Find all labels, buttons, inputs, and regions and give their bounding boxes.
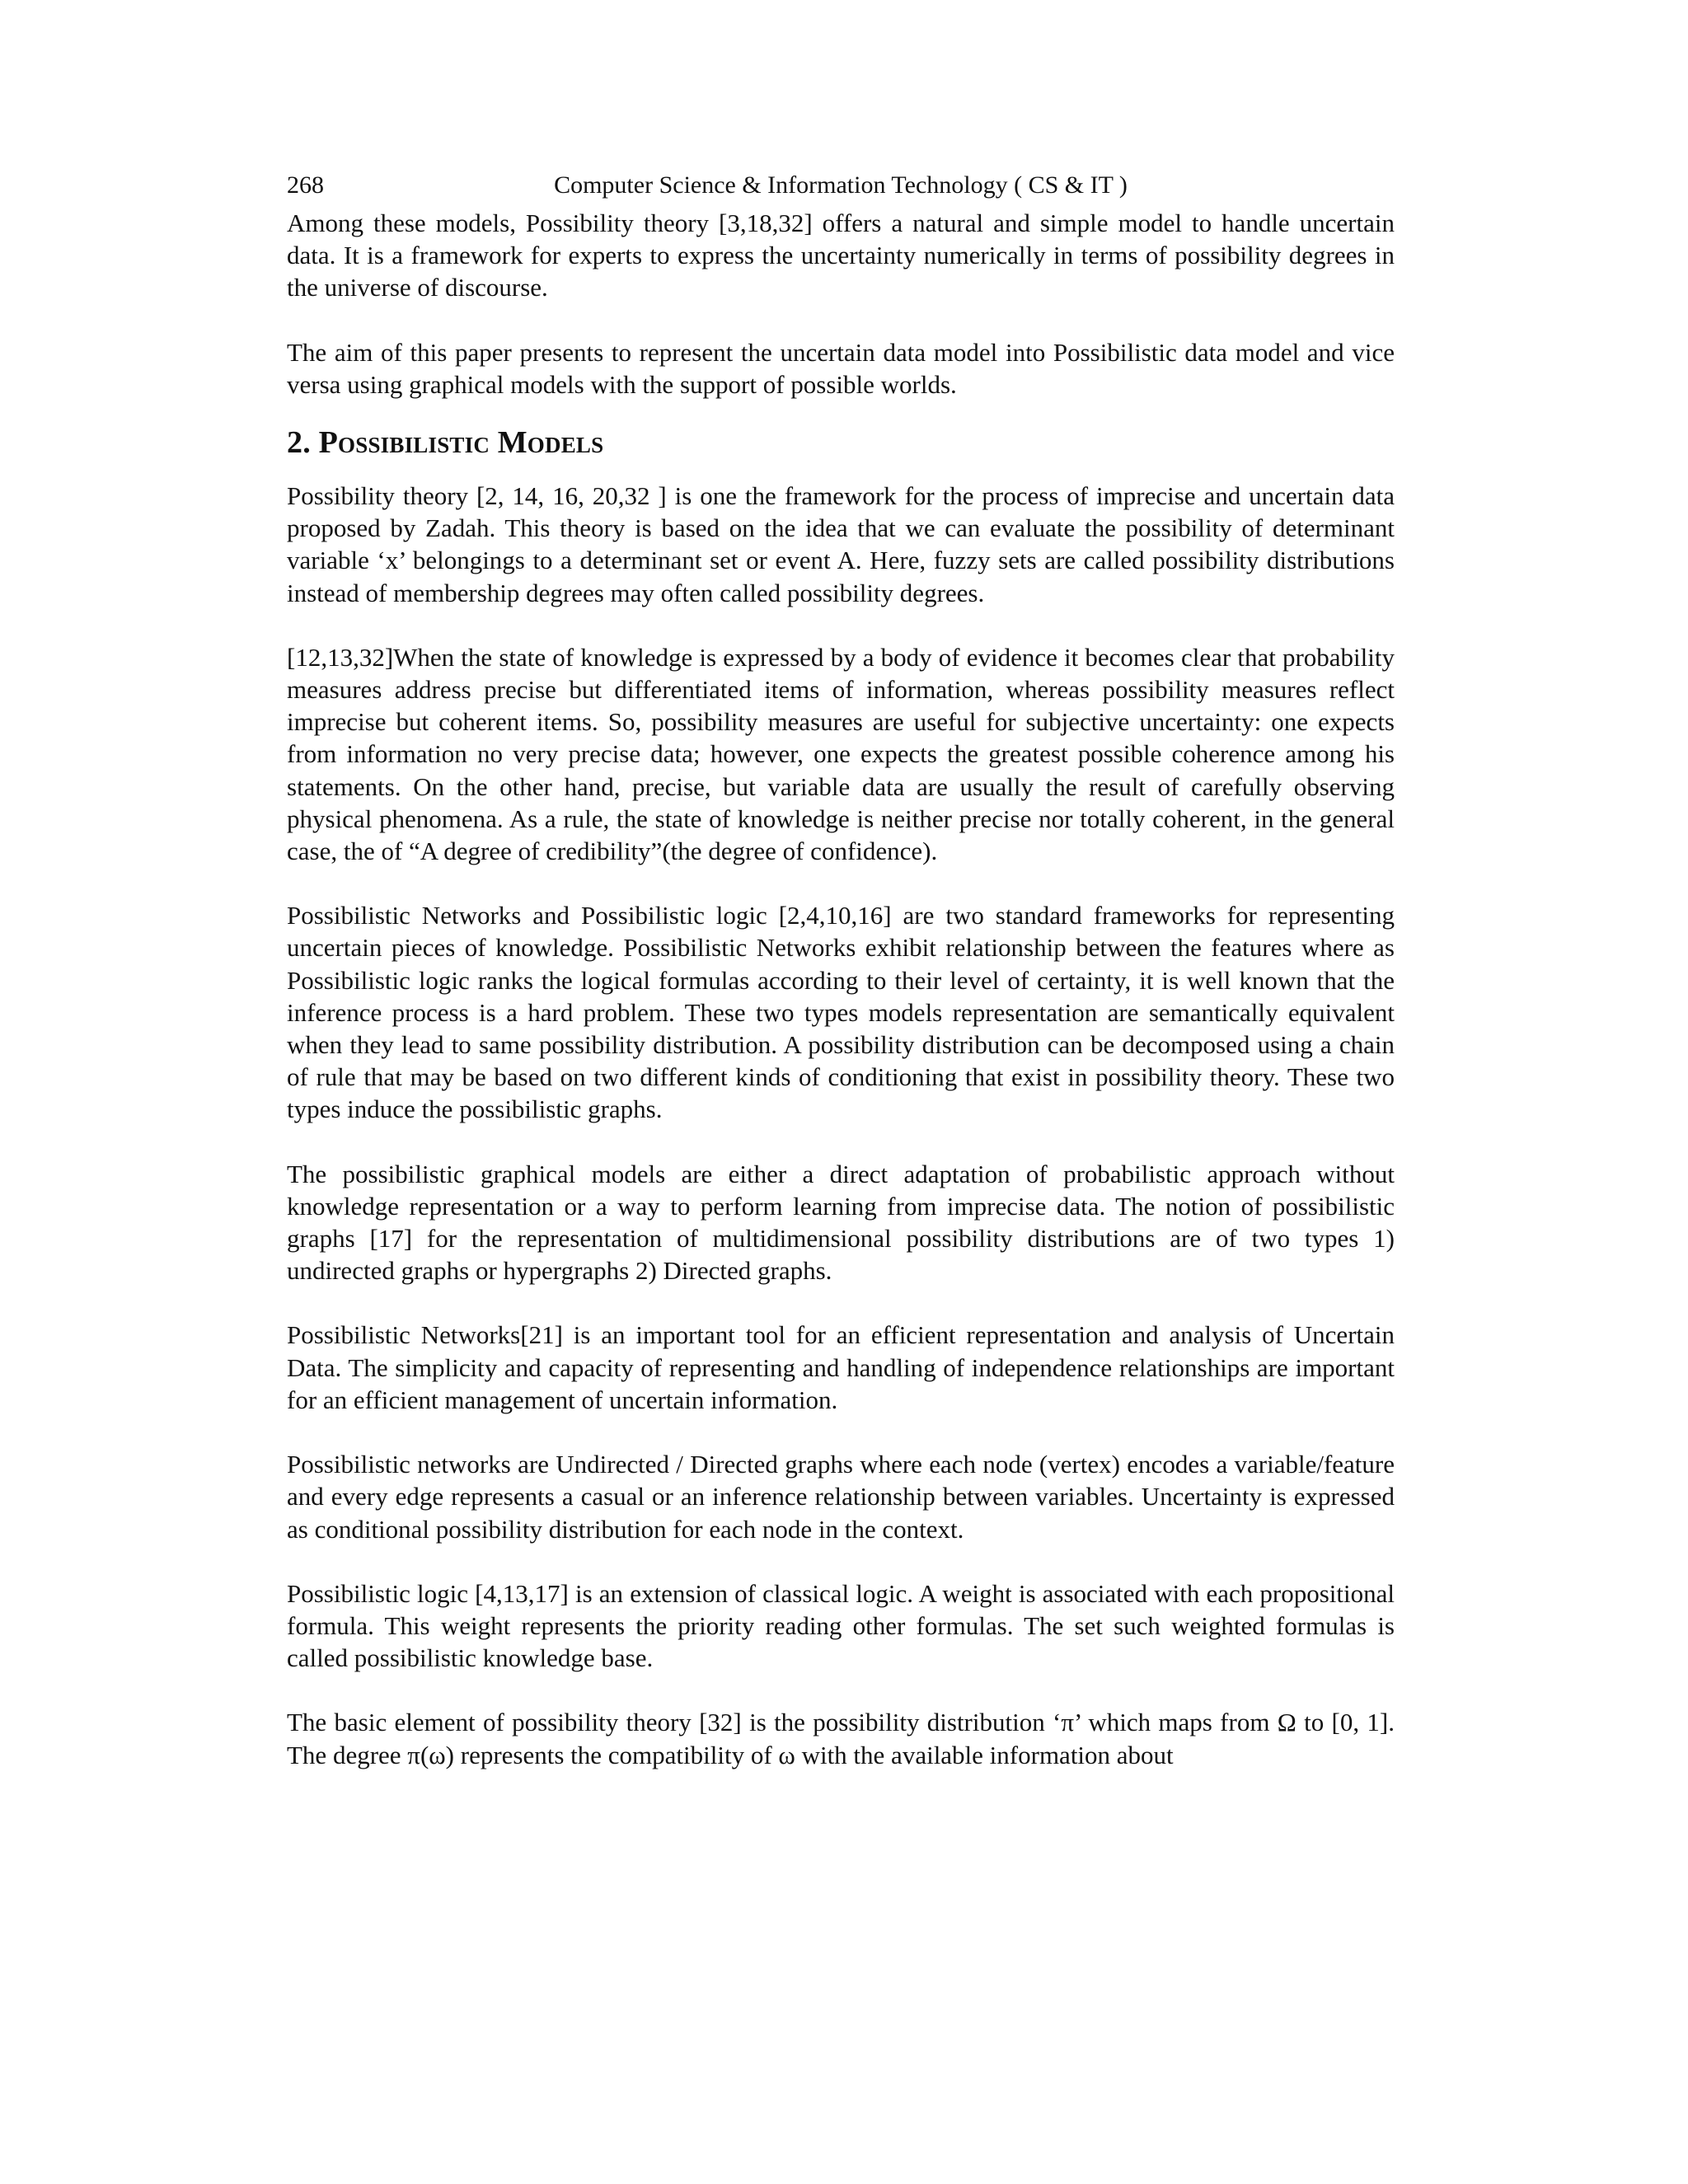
- section-paragraph-5: Possibilistic Networks[21] is an important tool for an efficient representation and analysis of Uncertain Data. The simplicity and capacity of representing and handling of independence relationships are important for an efficient management of uncertain information.: [287, 1320, 1395, 1414]
- section-heading: [287, 422, 1395, 463]
- section-number: 2.: [287, 425, 311, 461]
- section-paragraph-8: The basic element of possibility theory [32] is the possibility distribution ‘π’ which maps from Ω to [0, 1]. The degree π(ω) represents the compatibility of ω with the available information about: [287, 1708, 1395, 1769]
- intro-paragraph-1: Among these models, Possibility theory [3,18,32] offers a natural and simple model to handle uncertain data. It is a framework for experts to express the uncertainty numerically in terms of possibility degrees in the universe of discourse.: [287, 209, 1395, 302]
- intro-paragraph-2: The aim of this paper presents to represent the uncertain data model into Possibilistic data model and vice versa using graphical models with the support of possible worlds.: [287, 337, 1395, 399]
- section-paragraph-2: [12,13,32]When the state of knowledge is expressed by a body of evidence it becomes clear that probability measures address precise but differentiated items of information, whereas possibility measures reflect imprecise but coherent items. So, possibility measures are useful for subjective uncertainty: one expects from information no very precise data; however, one expects the greatest possible coherence among his statements. On the other hand, precise, but variable data are usually the result of carefully observing physical phenomena. As a rule, the state of knowledge is neither precise nor totally coherent, in the general case, the of “A degree of credibility”(the degree of confidence).: [287, 642, 1395, 866]
- section-paragraph-4: The possibilistic graphical models are either a direct adaptation of probabilistic approach without knowledge representation or a way to perform learning from imprecise data. The notion of possibilistic graphs [17] for the representation of multidimensional possibility distributions are of two types 1) undirected graphs or hypergraphs 2) Directed graphs.: [287, 1159, 1395, 1286]
- section-paragraph-3: Possibilistic Networks and Possibilistic logic [2,4,10,16] are two standard frameworks for representing uncertain pieces of knowledge. Possibilistic Networks exhibit relationship between the features where as Possibilistic logic ranks the logical formulas according to their level of certainty, it is well known that the inference process is a hard problem. These two types models representation are semantically equivalent when they lead to same possibility distribution. A possibility distribution can be decomposed using a chain of rule that may be based on two different kinds of conditioning that exist in possibility theory. These two types induce the possibilistic graphs.: [287, 901, 1395, 1124]
- section-title: Possibilistic Models: [318, 425, 604, 461]
- paper-page: [287, 169, 1395, 1803]
- journal-title: Computer Science & Information Technology ( CS & IT ): [554, 171, 1128, 199]
- page-number: 268: [287, 171, 324, 199]
- section-paragraph-6: Possibilistic networks are Undirected / Directed graphs where each node (vertex) encodes a variable/feature and every edge represents a casual or an inference relationship between variables. Uncertainty is expressed as conditional possibility distribution for each node in the context.: [287, 1450, 1395, 1544]
- section-paragraph-7: Possibilistic logic [4,13,17] is an extension of classical logic. A weight is associated with each propositional formula. This weight represents the priority reading other formulas. The set such weighted formulas is called possibilistic knowledge base.: [287, 1578, 1395, 1673]
- running-header: [287, 169, 1395, 207]
- section-paragraph-1: Possibility theory [2, 14, 16, 20,32 ] is one the framework for the process of imprecise and uncertain data proposed by Zadah. This theory is based on the idea that we can evaluate the possibility of determinant variable ‘x’ belongings to a determinant set or event A. Here, fuzzy sets are called possibility distributions instead of membership degrees may often called possibility degrees.: [287, 481, 1395, 607]
